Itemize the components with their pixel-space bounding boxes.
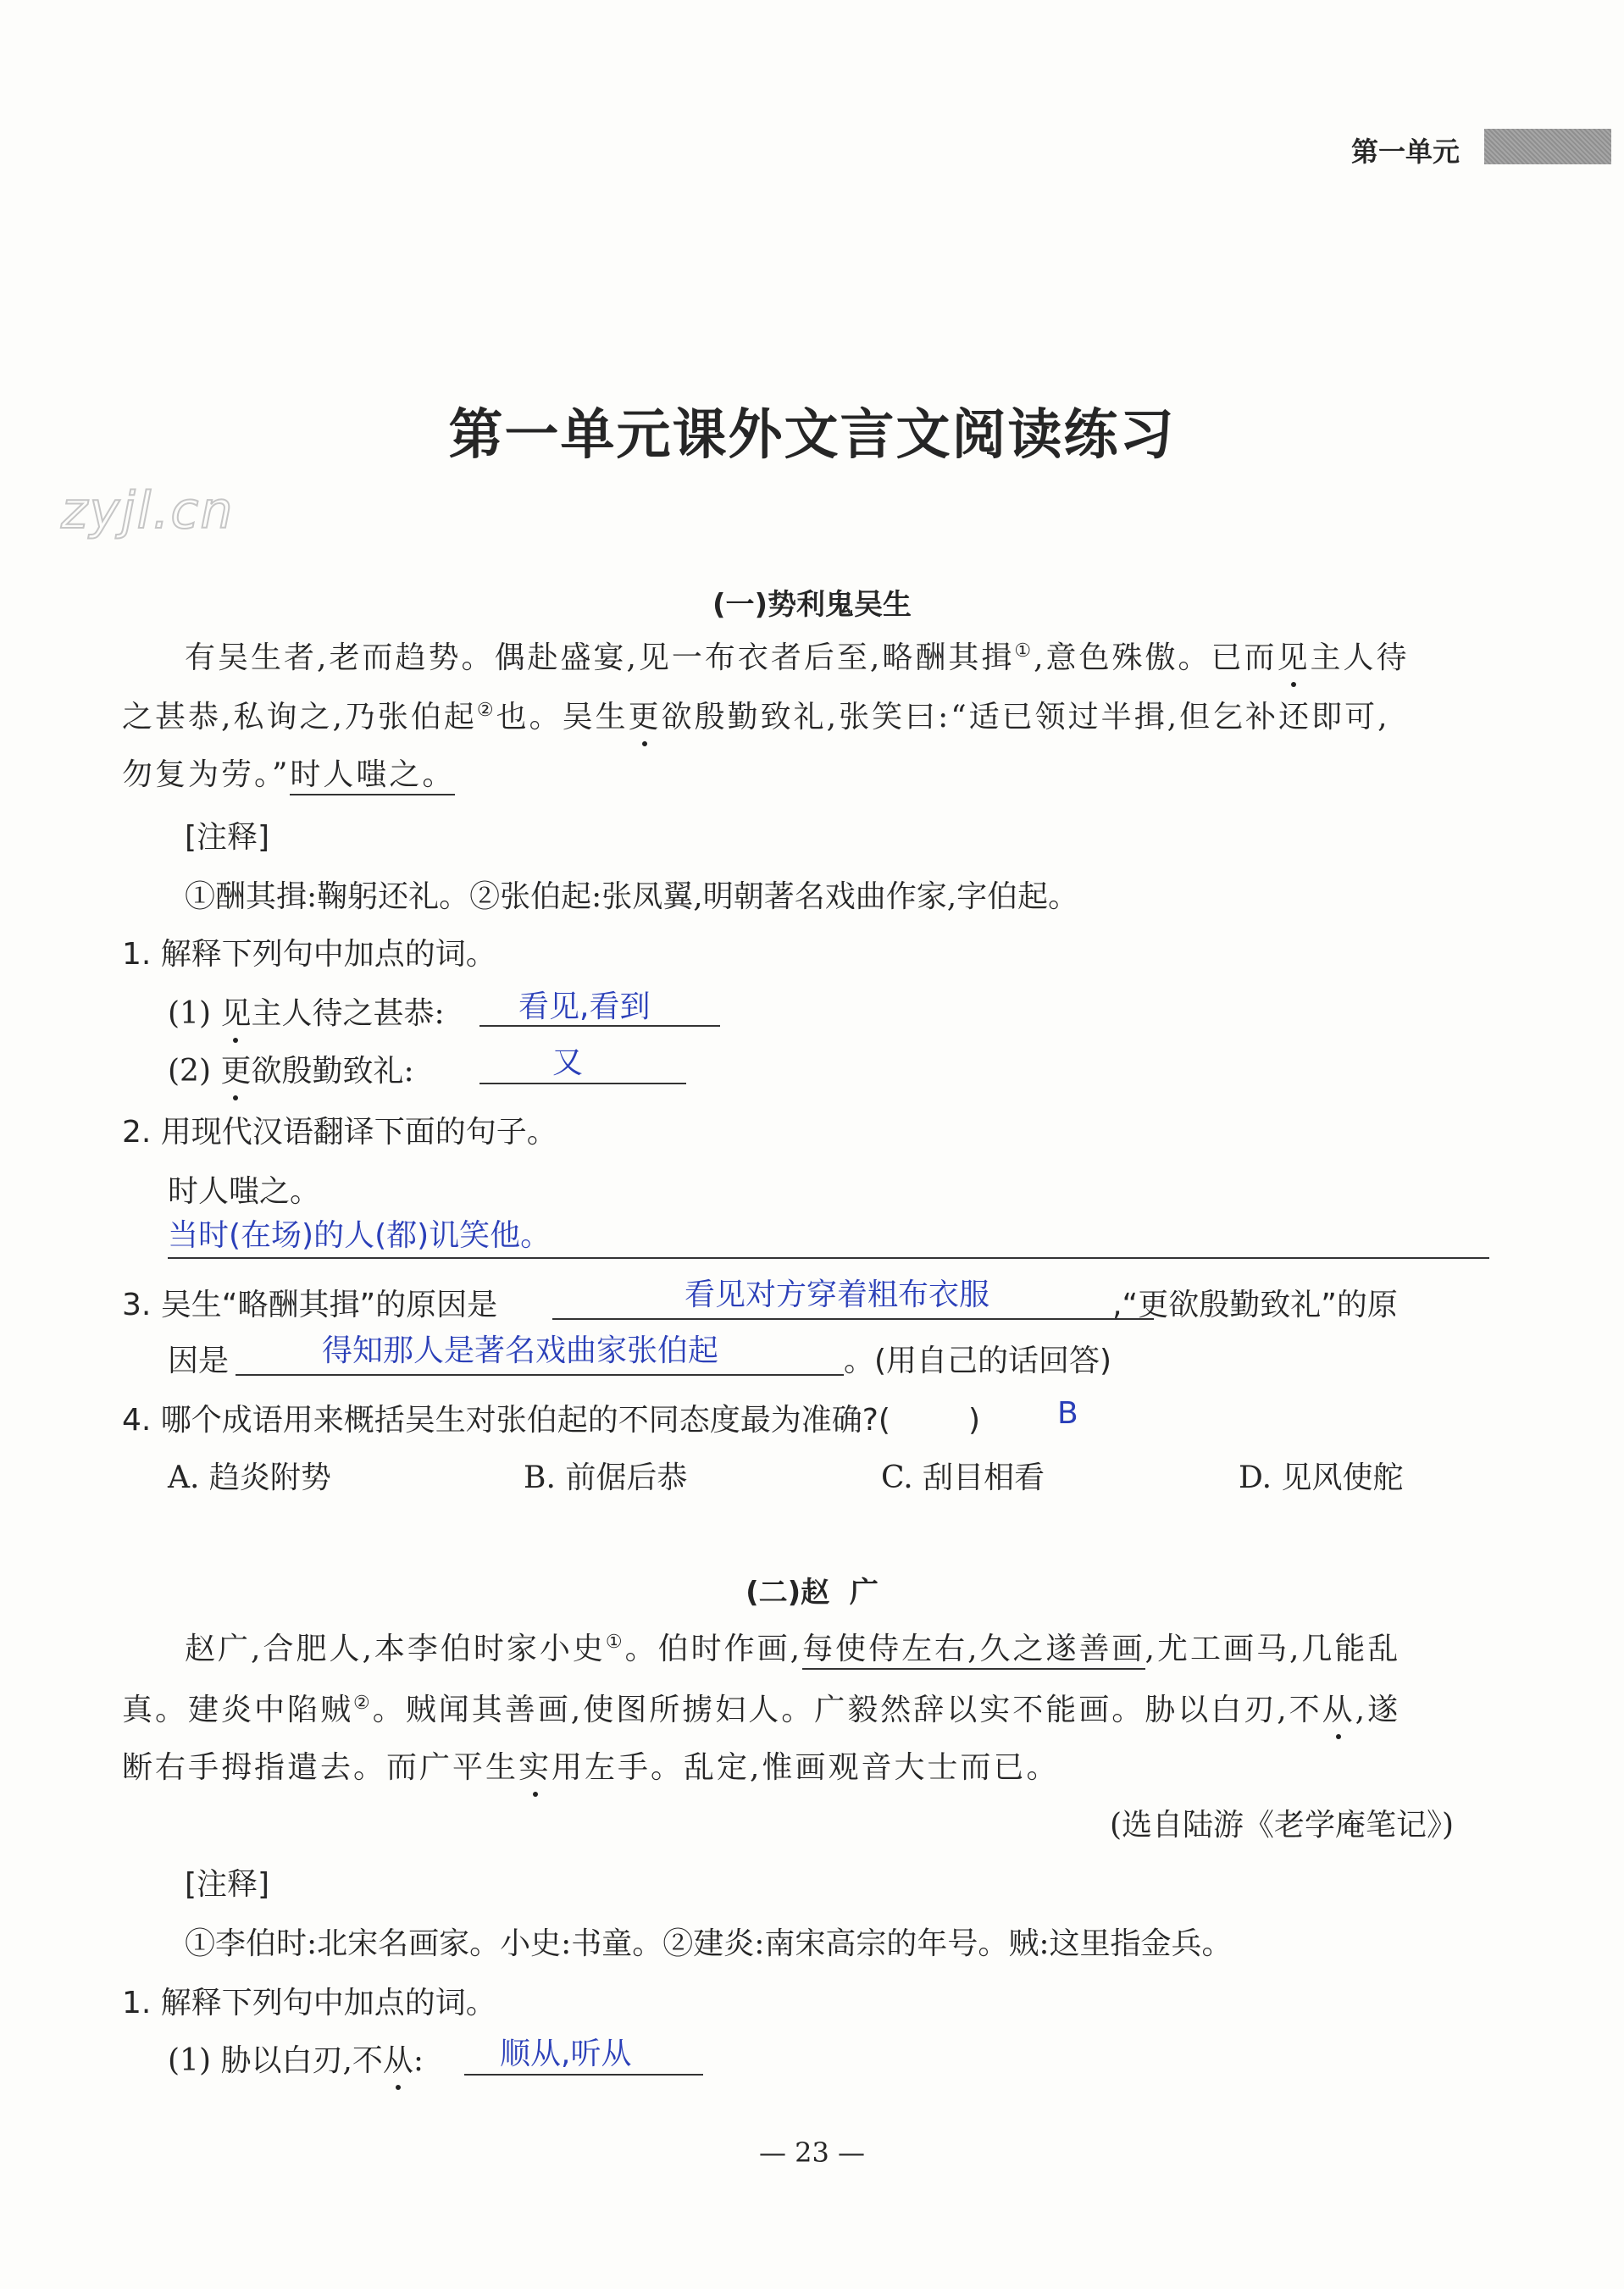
page-number: — 23 — (758, 2137, 866, 2169)
q3-answer-2-line (236, 1374, 844, 1376)
q4-stem: 4. 哪个成语用来概括吴生对张伯起的不同态度最为准确?( ) (122, 1403, 980, 1438)
q4-option-d: D. 见风使舵 (1239, 1460, 1404, 1495)
q4-option-c: C. 刮目相看 (881, 1460, 1045, 1495)
q4-answer: B (1057, 1396, 1078, 1431)
q2-stem: 2. 用现代汉语翻译下面的句子。 (122, 1115, 557, 1150)
q1-item-2: (2) 更欲殷勤致礼: (168, 1047, 414, 1090)
q4-option-a: A. 趋炎附势 (168, 1460, 331, 1495)
passage-2-line-1: 赵广,合肥人,本李伯时家小史①。伯时作画,每使侍左右,久之遂善画,尤工画马,几能乱 (185, 1625, 1400, 1668)
dotted-word: 见 (1278, 634, 1311, 677)
passage-2-line-2: 真。建炎中陷贼②。贼闻其善画,使图所掳妇人。广毅然辞以实不能画。胁以白刃,不从,遂 (122, 1686, 1400, 1729)
s2-q1-item-1: (1) 胁以白刃,不从: (168, 2037, 424, 2080)
underlined-sentence: 时人嗤之。 (290, 757, 455, 795)
q1-1-answer: 看见,看到 (518, 989, 651, 1024)
q3-answer-2: 得知那人是著名戏曲家张伯起 (322, 1333, 719, 1368)
q1-2-answer-line (479, 1083, 686, 1084)
q4-option-b: B. 前倨后恭 (524, 1460, 688, 1495)
q3-line-1: 3. 吴生“略酬其揖”的原因是 ,“更欲殷勤致礼”的原 (122, 1288, 1398, 1322)
section-2-heading: (二)赵 广 (745, 1576, 879, 1610)
notes-text: ①酬其揖:鞠躬还礼。②张伯起:张凤翼,明朝著名戏曲作家,字伯起。 (185, 879, 1079, 914)
passage-1-line-3: 勿复为劳。”时人嗤之。 (122, 751, 455, 794)
notes-label-2: [注释] (185, 1867, 270, 1902)
s2-q1-1-answer: 顺从,听从 (500, 2037, 632, 2071)
q1-stem: 1. 解释下列句中加点的词。 (122, 937, 496, 972)
q3-answer-1-line (552, 1318, 1154, 1320)
q1-item-1: (1) 见主人待之甚恭: (168, 989, 445, 1033)
dotted-word: 实 (518, 1743, 551, 1787)
passage-1-line-2: 之甚恭,私询之,乃张伯起②也。吴生更欲殷勤致礼,张笑曰:“适已领过半揖,但乞补还即可, (122, 693, 1390, 736)
underlined-sentence: 每使侍左右,久之遂善画 (802, 1632, 1145, 1670)
unit-label: 第一单元 (1351, 136, 1460, 168)
unit-tab-bar (1484, 129, 1611, 164)
s2-q1-1-answer-line (464, 2074, 703, 2076)
q3-line-2: 因是 。(用自己的话回答) (168, 1344, 1112, 1378)
q3-answer-1: 看见对方穿着粗布衣服 (685, 1278, 990, 1312)
q2-answer-line (168, 1257, 1489, 1259)
watermark: zyjl.cn (61, 481, 235, 540)
dotted-word: 从 (1322, 1686, 1355, 1729)
q2-answer: 当时(在场)的人(都)讥笑他。 (168, 1218, 551, 1253)
dotted-word: 更 (629, 693, 662, 736)
page-title: 第一单元课外文言文阅读练习 (448, 403, 1176, 467)
section-1-heading: (一)势利鬼吴生 (712, 588, 912, 622)
q2-sentence: 时人嗤之。 (168, 1174, 321, 1209)
s2-q1-stem: 1. 解释下列句中加点的词。 (122, 1986, 496, 2020)
q1-2-answer: 又 (552, 1045, 584, 1080)
passage-1-line-1: 有吴生者,老而趋势。偶赴盛宴,见一布衣者后至,略酬其揖①,意色殊傲。已而见主人待 (185, 634, 1410, 677)
notes-label: [注释] (185, 820, 270, 855)
source-citation: (选自陆游《老学庵笔记》) (1110, 1808, 1455, 1843)
passage-2-line-3: 断右手拇指遣去。而广平生实用左手。乱定,惟画观音大士而已。 (122, 1743, 1059, 1787)
notes-text-2: ①李伯时:北宋名画家。小史:书童。②建炎:南宋高宗的年号。贼:这里指金兵。 (185, 1926, 1233, 1961)
